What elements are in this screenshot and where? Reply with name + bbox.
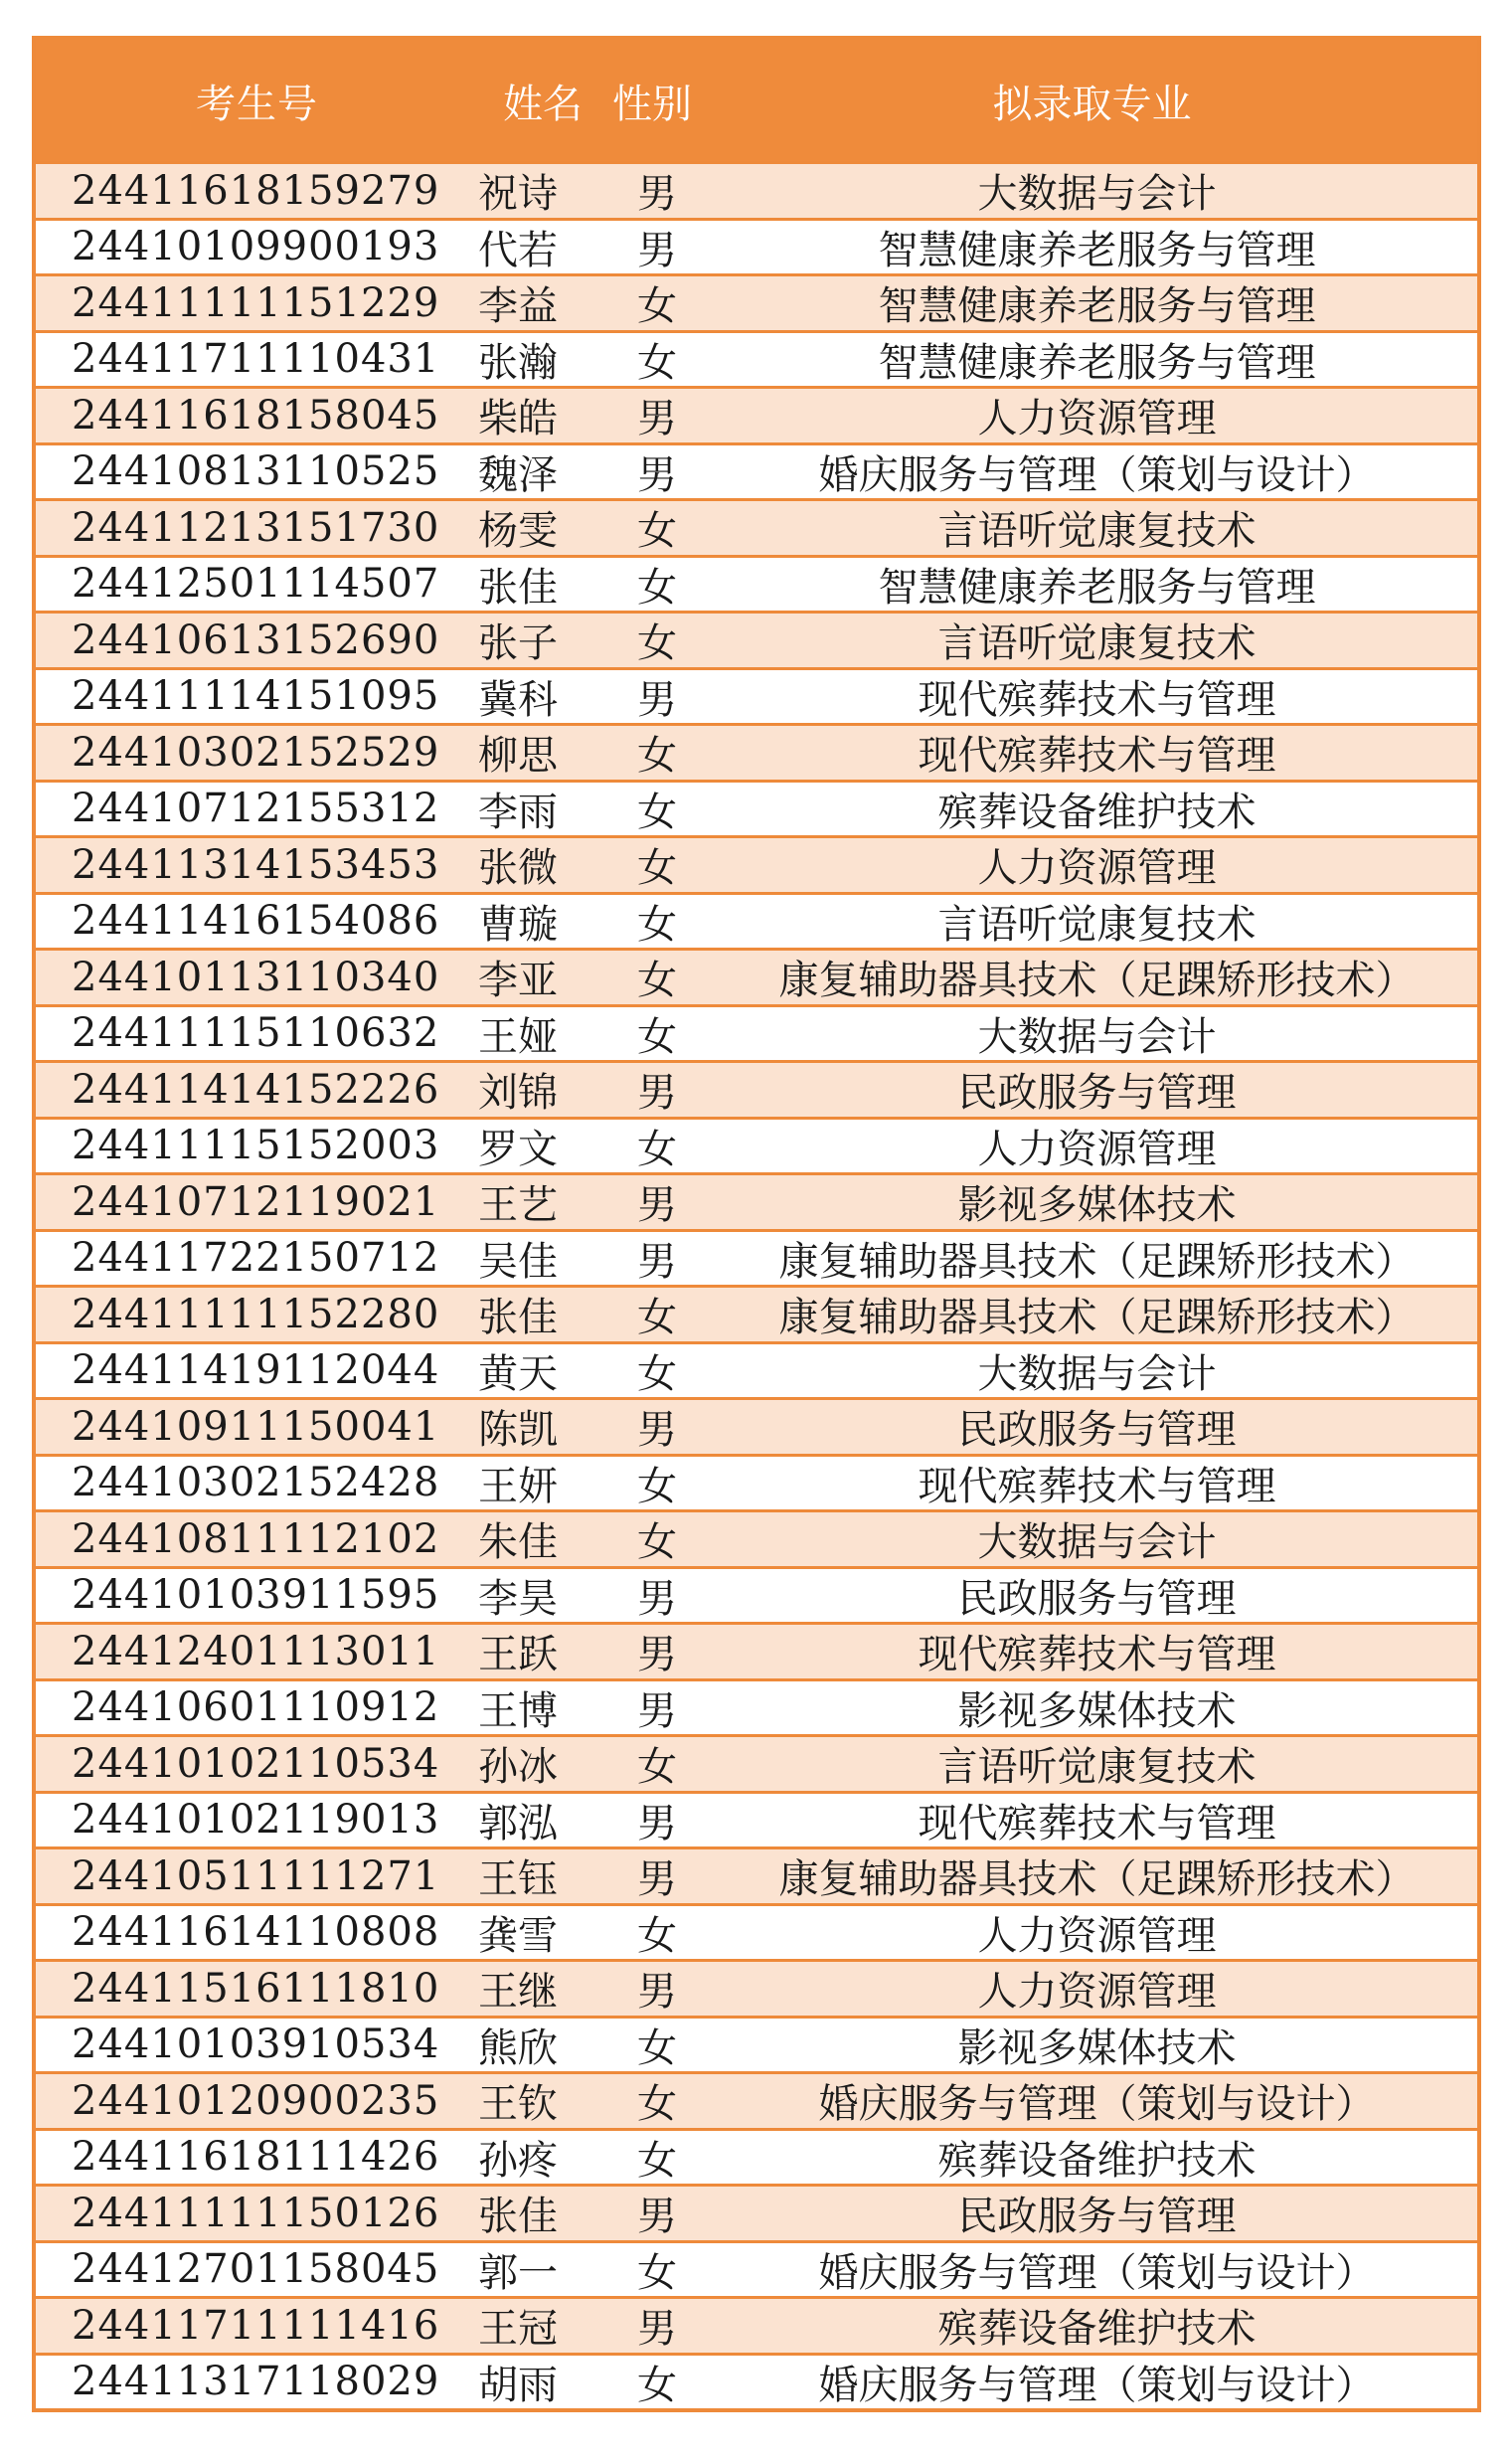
candidate-number-cell: 24410113110340: [72, 954, 440, 1000]
name-cell: 王钰: [478, 1856, 558, 1903]
name-cell: 张瀚: [478, 339, 558, 386]
gender-cell: 女: [637, 845, 677, 892]
table-row: [36, 892, 1477, 949]
gender-cell: 男: [637, 227, 677, 273]
major-cell: 康复辅助器具技术（足踝矫形技术）: [778, 1856, 1416, 1903]
candidate-number-cell: 24411114151095: [72, 673, 440, 720]
name-cell: 柴皓: [478, 396, 558, 442]
name-cell: 王妍: [478, 1463, 558, 1509]
major-cell: 殡葬设备维护技术: [937, 2306, 1257, 2353]
candidate-number-cell: 24411115152003: [72, 1123, 440, 1169]
candidate-number-cell: 24410813110525: [72, 448, 440, 495]
name-cell: 孙疼: [478, 2137, 558, 2184]
header-candidate-number: 考生号: [196, 81, 318, 127]
gender-cell: 男: [637, 1856, 677, 1903]
major-cell: 殡葬设备维护技术: [937, 789, 1257, 835]
candidate-number-cell: 24411711111416: [72, 2302, 440, 2349]
table-row: [36, 1060, 1477, 1117]
name-cell: 张佳: [478, 2194, 558, 2240]
gender-cell: 男: [637, 2194, 677, 2240]
table-row: [36, 1566, 1477, 1623]
table-row: [36, 1959, 1477, 2016]
major-cell: 大数据与会计: [977, 1013, 1217, 1060]
table-row: [36, 1117, 1477, 1173]
gender-cell: 女: [637, 958, 677, 1004]
major-cell: 殡葬设备维护技术: [937, 2137, 1257, 2184]
major-cell: 婚庆服务与管理（策划与设计）: [818, 2362, 1376, 2408]
candidate-number-cell: 24411416154086: [72, 898, 440, 945]
candidate-number-cell: 24410613152690: [72, 616, 440, 663]
candidate-number-cell: 24411618158045: [72, 392, 440, 439]
header-name: 姓名: [503, 81, 583, 127]
gender-cell: 女: [637, 1350, 677, 1397]
table-row: [36, 1903, 1477, 1960]
table-row: [36, 273, 1477, 330]
major-cell: 影视多媒体技术: [957, 2024, 1237, 2071]
candidate-number-cell: 24411111150126: [72, 2190, 440, 2236]
table-row: [36, 1678, 1477, 1735]
major-cell: 现代殡葬技术与管理: [918, 1632, 1276, 1678]
name-cell: 魏泽: [478, 451, 558, 498]
candidate-number-cell: 24411414152226: [72, 1066, 440, 1113]
candidate-number-cell: 24411722150712: [72, 1235, 440, 1282]
name-cell: 代若: [478, 227, 558, 273]
name-cell: 张微: [478, 845, 558, 892]
major-cell: 人力资源管理: [977, 1126, 1217, 1172]
gender-cell: 男: [637, 451, 677, 498]
gender-cell: 男: [637, 1969, 677, 2016]
gender-cell: 女: [637, 1126, 677, 1172]
table-row: [36, 1004, 1477, 1061]
gender-cell: 女: [637, 1912, 677, 1959]
table-row: [36, 442, 1477, 499]
table-row: [36, 1229, 1477, 1286]
table-row: [36, 723, 1477, 780]
major-cell: 智慧健康养老服务与管理: [878, 227, 1316, 273]
candidate-number-cell: 24410109900193: [72, 224, 440, 270]
table-row: [36, 498, 1477, 555]
header-gender: 性别: [612, 81, 692, 127]
gender-cell: 男: [637, 1800, 677, 1846]
candidate-number-cell: 24411115110632: [72, 1010, 440, 1057]
major-cell: 民政服务与管理: [957, 1407, 1237, 1454]
candidate-number-cell: 24411317118029: [72, 2359, 440, 2405]
table-row: [36, 1172, 1477, 1229]
name-cell: 李亚: [478, 958, 558, 1004]
gender-cell: 男: [637, 676, 677, 723]
table-row: [36, 555, 1477, 612]
major-cell: 言语听觉康复技术: [937, 1744, 1257, 1791]
candidate-number-cell: 24410102119013: [72, 1797, 440, 1844]
name-cell: 郭一: [478, 2249, 558, 2296]
table-row: [36, 1397, 1477, 1454]
table-row: [36, 386, 1477, 442]
table-row: [36, 2071, 1477, 2128]
candidate-number-cell: 24411314153453: [72, 841, 440, 888]
name-cell: 吴佳: [478, 1238, 558, 1285]
candidate-number-cell: 24411516111810: [72, 1965, 440, 2012]
name-cell: 张佳: [478, 1295, 558, 1341]
major-cell: 人力资源管理: [977, 1969, 1217, 2016]
candidate-number-cell: 24410103910534: [72, 2022, 440, 2068]
gender-cell: 男: [637, 396, 677, 442]
table-row: [36, 1791, 1477, 1847]
gender-cell: 男: [637, 1238, 677, 1285]
name-cell: 张子: [478, 620, 558, 667]
name-cell: 王继: [478, 1969, 558, 2016]
candidate-number-cell: 24410811112102: [72, 1515, 440, 1562]
gender-cell: 女: [637, 1463, 677, 1509]
name-cell: 曹璇: [478, 901, 558, 948]
major-cell: 人力资源管理: [977, 845, 1217, 892]
name-cell: 王跃: [478, 1632, 558, 1678]
name-cell: 黄天: [478, 1350, 558, 1397]
table-row: [36, 1454, 1477, 1510]
table-row: [36, 835, 1477, 892]
header-major: 拟录取专业: [992, 81, 1192, 127]
gender-cell: 女: [637, 620, 677, 667]
major-cell: 影视多媒体技术: [957, 1182, 1237, 1229]
gender-cell: 女: [637, 508, 677, 555]
name-cell: 陈凯: [478, 1407, 558, 1454]
major-cell: 智慧健康养老服务与管理: [878, 283, 1316, 330]
major-cell: 婚庆服务与管理（策划与设计）: [818, 2081, 1376, 2128]
candidate-number-cell: 24410911150041: [72, 1403, 440, 1450]
gender-cell: 女: [637, 733, 677, 780]
major-cell: 人力资源管理: [977, 1912, 1217, 1959]
candidate-number-cell: 24410302152529: [72, 729, 440, 776]
table-row: [36, 2296, 1477, 2353]
candidate-number-cell: 24410601110912: [72, 1684, 440, 1731]
name-cell: 王冠: [478, 2306, 558, 2353]
major-cell: 现代殡葬技术与管理: [918, 733, 1276, 780]
name-cell: 龚雪: [478, 1912, 558, 1959]
table-row: [36, 218, 1477, 274]
major-cell: 康复辅助器具技术（足踝矫形技术）: [778, 958, 1416, 1004]
candidate-number-cell: 24410712155312: [72, 786, 440, 832]
major-cell: 婚庆服务与管理（策划与设计）: [818, 2249, 1376, 2296]
major-cell: 民政服务与管理: [957, 1070, 1237, 1117]
table-row: [36, 1285, 1477, 1341]
table-row: [36, 330, 1477, 387]
name-cell: 祝诗: [478, 171, 558, 218]
gender-cell: 女: [637, 789, 677, 835]
name-cell: 刘锦: [478, 1070, 558, 1117]
admission-table: [32, 36, 1481, 2412]
table-row: [36, 2353, 1477, 2409]
gender-cell: 男: [637, 2306, 677, 2353]
major-cell: 现代殡葬技术与管理: [918, 1800, 1276, 1846]
name-cell: 张佳: [478, 564, 558, 611]
name-cell: 李益: [478, 283, 558, 330]
name-cell: 罗文: [478, 1126, 558, 1172]
major-cell: 言语听觉康复技术: [937, 620, 1257, 667]
table-row: [36, 1622, 1477, 1678]
name-cell: 胡雨: [478, 2362, 558, 2408]
candidate-number-cell: 24411618159279: [72, 167, 440, 214]
gender-cell: 女: [637, 2249, 677, 2296]
table-row: [36, 1341, 1477, 1398]
candidate-number-cell: 24412401113011: [72, 1628, 440, 1674]
major-cell: 人力资源管理: [977, 396, 1217, 442]
table-row: [36, 2184, 1477, 2240]
table-row: [36, 1734, 1477, 1791]
gender-cell: 男: [637, 1407, 677, 1454]
candidate-number-cell: 24411711110431: [72, 336, 440, 383]
table-row: [36, 1846, 1477, 1903]
major-cell: 民政服务与管理: [957, 2194, 1237, 2240]
candidate-number-cell: 24410103911595: [72, 1572, 440, 1619]
major-cell: 民政服务与管理: [957, 1575, 1237, 1622]
table-row: [36, 2240, 1477, 2297]
major-cell: 智慧健康养老服务与管理: [878, 564, 1316, 611]
gender-cell: 男: [637, 1632, 677, 1678]
name-cell: 孙冰: [478, 1744, 558, 1791]
gender-cell: 男: [637, 1575, 677, 1622]
major-cell: 康复辅助器具技术（足踝矫形技术）: [778, 1238, 1416, 1285]
name-cell: 李昊: [478, 1575, 558, 1622]
candidate-number-cell: 24411614110808: [72, 1909, 440, 1956]
table-row: [36, 611, 1477, 667]
major-cell: 婚庆服务与管理（策划与设计）: [818, 451, 1376, 498]
candidate-number-cell: 24411111152280: [72, 1291, 440, 1337]
candidate-number-cell: 24410511111271: [72, 1852, 440, 1899]
gender-cell: 女: [637, 1744, 677, 1791]
name-cell: 郭泓: [478, 1800, 558, 1846]
candidate-number-cell: 24412701158045: [72, 2246, 440, 2293]
table-row: [36, 667, 1477, 724]
gender-cell: 男: [637, 1182, 677, 1229]
major-cell: 影视多媒体技术: [957, 1687, 1237, 1734]
table-row: [36, 161, 1477, 218]
table-row: [36, 780, 1477, 836]
gender-cell: 男: [637, 171, 677, 218]
gender-cell: 女: [637, 2362, 677, 2408]
major-cell: 言语听觉康复技术: [937, 508, 1257, 555]
table-row: [36, 948, 1477, 1004]
candidate-number-cell: 24411111151229: [72, 279, 440, 326]
gender-cell: 女: [637, 1519, 677, 1566]
table-body: [36, 161, 1477, 2408]
gender-cell: 女: [637, 1013, 677, 1060]
name-cell: 柳思: [478, 733, 558, 780]
name-cell: 朱佳: [478, 1519, 558, 1566]
major-cell: 大数据与会计: [977, 171, 1217, 218]
major-cell: 大数据与会计: [977, 1350, 1217, 1397]
candidate-number-cell: 24410302152428: [72, 1460, 440, 1506]
candidate-number-cell: 24410102110534: [72, 1740, 440, 1787]
major-cell: 智慧健康养老服务与管理: [878, 339, 1316, 386]
name-cell: 王艺: [478, 1182, 558, 1229]
candidate-number-cell: 24410120900235: [72, 2077, 440, 2124]
name-cell: 冀科: [478, 676, 558, 723]
gender-cell: 女: [637, 2137, 677, 2184]
table-row: [36, 1509, 1477, 1566]
table-row: [36, 2016, 1477, 2072]
gender-cell: 女: [637, 283, 677, 330]
major-cell: 大数据与会计: [977, 1519, 1217, 1566]
name-cell: 杨雯: [478, 508, 558, 555]
name-cell: 王钦: [478, 2081, 558, 2128]
major-cell: 现代殡葬技术与管理: [918, 676, 1276, 723]
candidate-number-cell: 24411419112044: [72, 1347, 440, 1394]
candidate-number-cell: 24411213151730: [72, 504, 440, 551]
gender-cell: 女: [637, 339, 677, 386]
name-cell: 李雨: [478, 789, 558, 835]
name-cell: 王娅: [478, 1013, 558, 1060]
major-cell: 康复辅助器具技术（足踝矫形技术）: [778, 1295, 1416, 1341]
table-header: [36, 40, 1477, 161]
name-cell: 王博: [478, 1687, 558, 1734]
candidate-number-cell: 24411618111426: [72, 2134, 440, 2181]
gender-cell: 女: [637, 901, 677, 948]
name-cell: 熊欣: [478, 2024, 558, 2071]
gender-cell: 女: [637, 2024, 677, 2071]
gender-cell: 女: [637, 2081, 677, 2128]
gender-cell: 男: [637, 1070, 677, 1117]
major-cell: 现代殡葬技术与管理: [918, 1463, 1276, 1509]
table-row: [36, 2128, 1477, 2185]
gender-cell: 男: [637, 1687, 677, 1734]
gender-cell: 女: [637, 564, 677, 611]
gender-cell: 女: [637, 1295, 677, 1341]
major-cell: 言语听觉康复技术: [937, 901, 1257, 948]
candidate-number-cell: 24412501114507: [72, 561, 440, 608]
candidate-number-cell: 24410712119021: [72, 1178, 440, 1225]
